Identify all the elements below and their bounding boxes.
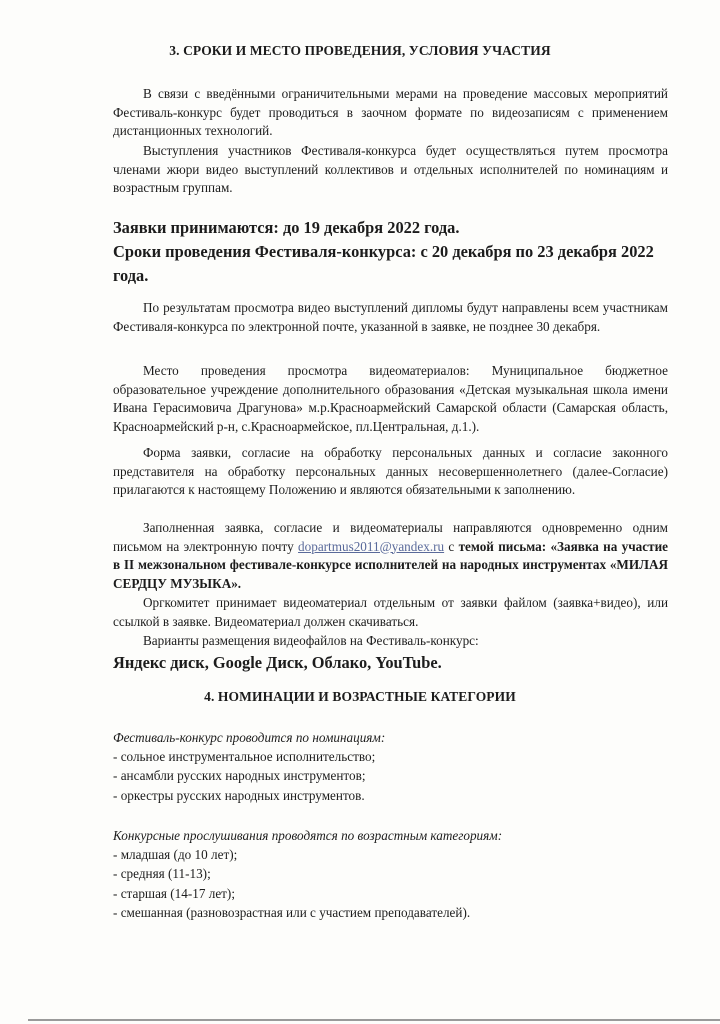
nominations-block: [113, 728, 673, 805]
paragraph-diplomas: По результатам просмотра видео выступлений дипломы будут направлены всем участникам Фестиваля-конкурса по электронной почте, указанной в заявке, не позднее 30 декабря.: [113, 300, 668, 334]
list-item: - средняя (11-13);: [113, 866, 211, 882]
age-categories-block: [113, 826, 673, 922]
paragraph-forms: Форма заявки, согласие на обработку персональных данных и согласие законного представителя на обработку персональных данных несовершеннолетнего (далее-Согласие) прилагаются к настоящему Положению и являются обязательными к заполнению.: [113, 445, 668, 498]
submission-connector: с: [444, 538, 459, 554]
age-categories-intro: Конкурсные прослушивания проводятся по возрастным категориям:: [113, 828, 503, 843]
section-4-title: 4. НОМИНАЦИИ И ВОЗРАСТНЫЕ КАТЕГОРИИ: [204, 689, 516, 704]
paragraph-jury: Выступления участников Фестиваля-конкурса будет осуществляться путем просмотра членами жюри видео выступлений коллективов и отдельных исполнителей по номинациям и возрастным группам.: [113, 143, 668, 196]
list-item: - смешанная (разновозрастная или с участием преподавателей).: [113, 904, 471, 920]
nominations-intro: Фестиваль-конкурс проводится по номинациям:: [113, 730, 386, 745]
email-link[interactable]: dopartmus2011@yandex.ru: [298, 538, 445, 554]
list-item: - ансамбли русских народных инструментов;: [113, 768, 366, 784]
email-subject: «Заявка на участие в II межзональном фестивале-конкурсе исполнителей на народных инструментах «МИЛАЯ СЕРДЦУ МУЗЫКА».: [113, 538, 669, 591]
festival-dates: Сроки проведения Фестиваля-конкурса: с 20 декабря по 23 декабря 2022 года.: [113, 242, 654, 285]
list-item: - младшая (до 10 лет);: [113, 847, 238, 863]
applications-deadline: Заявки принимаются: до 19 декабря 2022 года.: [113, 218, 460, 237]
subject-label: темой письма:: [458, 538, 547, 554]
list-item: - старшая (14-17 лет);: [113, 885, 235, 901]
platforms-list: Яндекс диск, Google Диск, Облако, YouTube.: [113, 653, 442, 672]
paragraph-platforms-intro: Варианты размещения видеофайлов на Фестиваль-конкурс:: [143, 633, 479, 648]
scan-edge-divider: [28, 1019, 720, 1021]
list-item: - сольное инструментальное исполнительство;: [113, 749, 376, 765]
submission-text: Заполненная заявка, согласие и видеоматериалы направляются одновременно одним письмом на электронную почту: [113, 520, 668, 554]
paragraph-venue: Место проведения просмотра видеоматериалов: Муниципальное бюджетное образовательное учреждение дополнительного образования «Детская музыкальная школа имени Ивана Герасимовича Драгунова» м.р.Красноармейский Самарской области (Самарская область, Красноармейский р-н, с.Красноармейское, пл.Центральная, д.1.).: [113, 363, 668, 434]
paragraph-video-file: Оргкомитет принимает видеоматериал отдельным от заявки файлом (заявка+видео), или ссылкой в заявке. Видеоматериал должен скачиваться.: [113, 595, 668, 629]
paragraph-format: В связи с введёнными ограничительными мерами на проведение массовых мероприятий Фестиваль-конкурс будет проводиться в заочном формате по видеозаписям с применением дистанционных технологий.: [113, 86, 668, 139]
list-item: - оркестры русских народных инструментов.: [113, 787, 365, 803]
section-3-title: 3. СРОКИ И МЕСТО ПРОВЕДЕНИЯ, УСЛОВИЯ УЧАСТИЯ: [169, 43, 551, 58]
paragraph-submission: [113, 519, 668, 593]
